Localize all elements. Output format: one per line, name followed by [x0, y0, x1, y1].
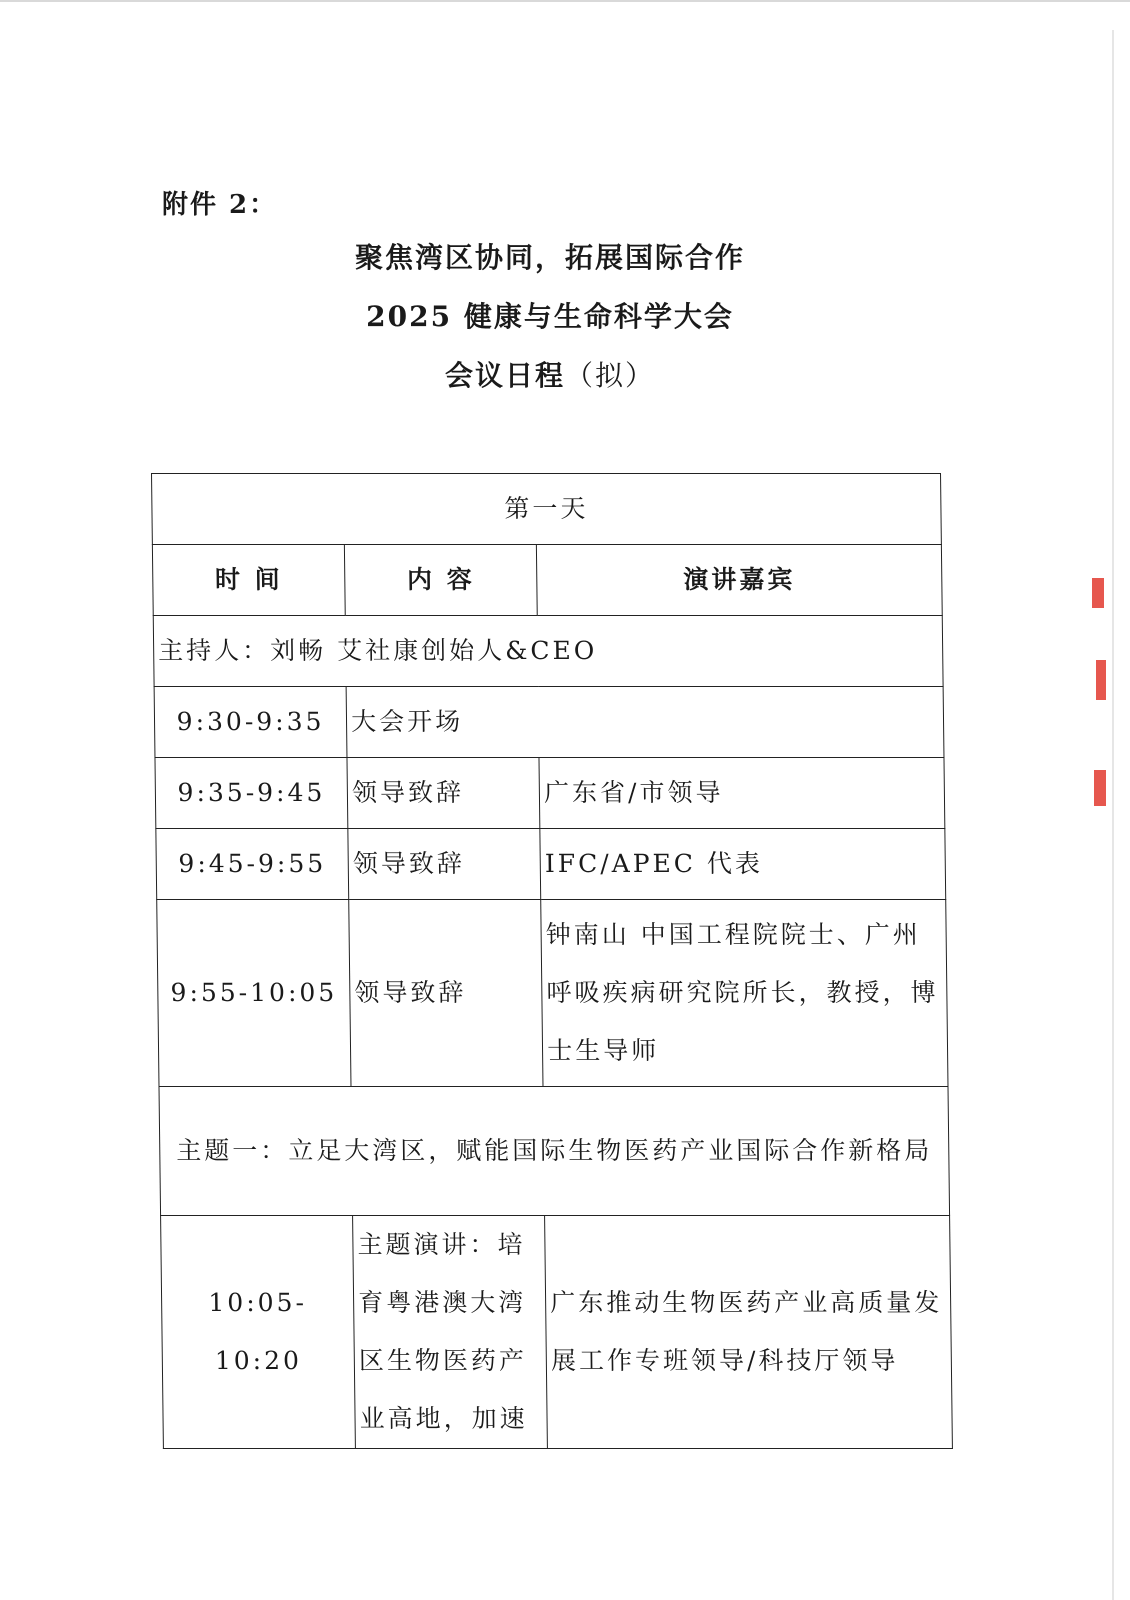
- title-line-1: 聚焦湾区协同，拓展国际合作: [354, 241, 745, 274]
- host-text: 主持人：刘畅 艾社康创始人&CEO: [153, 616, 943, 687]
- row-speaker: IFC/APEC 代表: [540, 829, 946, 900]
- theme-title: 主题一：立足大湾区，赋能国际生物医药产业国际合作新格局: [159, 1087, 950, 1216]
- host-row: [153, 616, 943, 687]
- attachment-label: 附件 2：: [162, 190, 278, 220]
- row-time: 9:30-9:35: [154, 687, 347, 758]
- row-content: 主题演讲：培育粤港澳大湾区生物医药产业高地，加速: [353, 1216, 548, 1449]
- row-time: 10:05-10:20: [161, 1216, 356, 1449]
- title-line-3: [0, 354, 1100, 394]
- day-label: 第一天: [152, 474, 942, 545]
- table-row: [161, 1216, 953, 1449]
- row-speaker: 钟南山 中国工程院院士、广州呼吸疾病研究院所长，教授，博士生导师: [541, 900, 948, 1087]
- day-row: [152, 474, 942, 545]
- scan-edge-top: [0, 0, 1130, 2]
- header-row: [152, 545, 942, 616]
- title-main: 会议日程: [444, 359, 565, 392]
- table-row: [157, 900, 948, 1087]
- seal-fragment: [1092, 578, 1104, 608]
- row-content: 领导致辞: [347, 758, 540, 829]
- header-time: 时 间: [152, 545, 345, 616]
- row-content: 领导致辞: [348, 829, 541, 900]
- row-time: 9:35-9:45: [155, 758, 348, 829]
- title-draft-note: （拟）: [565, 359, 656, 392]
- row-speaker: 广东省/市领导: [539, 758, 945, 829]
- table-row: [154, 687, 944, 758]
- row-speaker: 广东推动生物医药产业高质量发展工作专班领导/科技厅领导: [545, 1216, 953, 1449]
- table-row: [155, 758, 945, 829]
- seal-fragment: [1096, 660, 1106, 700]
- theme-row: [159, 1087, 950, 1216]
- schedule-table: [151, 473, 953, 1449]
- header-content: 内 容: [344, 545, 537, 616]
- title-line-2: 2025 健康与生命科学大会: [366, 300, 734, 333]
- row-content: 领导致辞: [349, 900, 543, 1087]
- seal-fragment: [1094, 770, 1106, 806]
- row-content: 大会开场: [346, 687, 944, 758]
- row-time: 9:55-10:05: [157, 900, 351, 1087]
- header-speaker: 演讲嘉宾: [537, 545, 943, 616]
- table-row: [156, 829, 946, 900]
- scan-edge-right: [1112, 30, 1114, 1600]
- row-time: 9:45-9:55: [156, 829, 349, 900]
